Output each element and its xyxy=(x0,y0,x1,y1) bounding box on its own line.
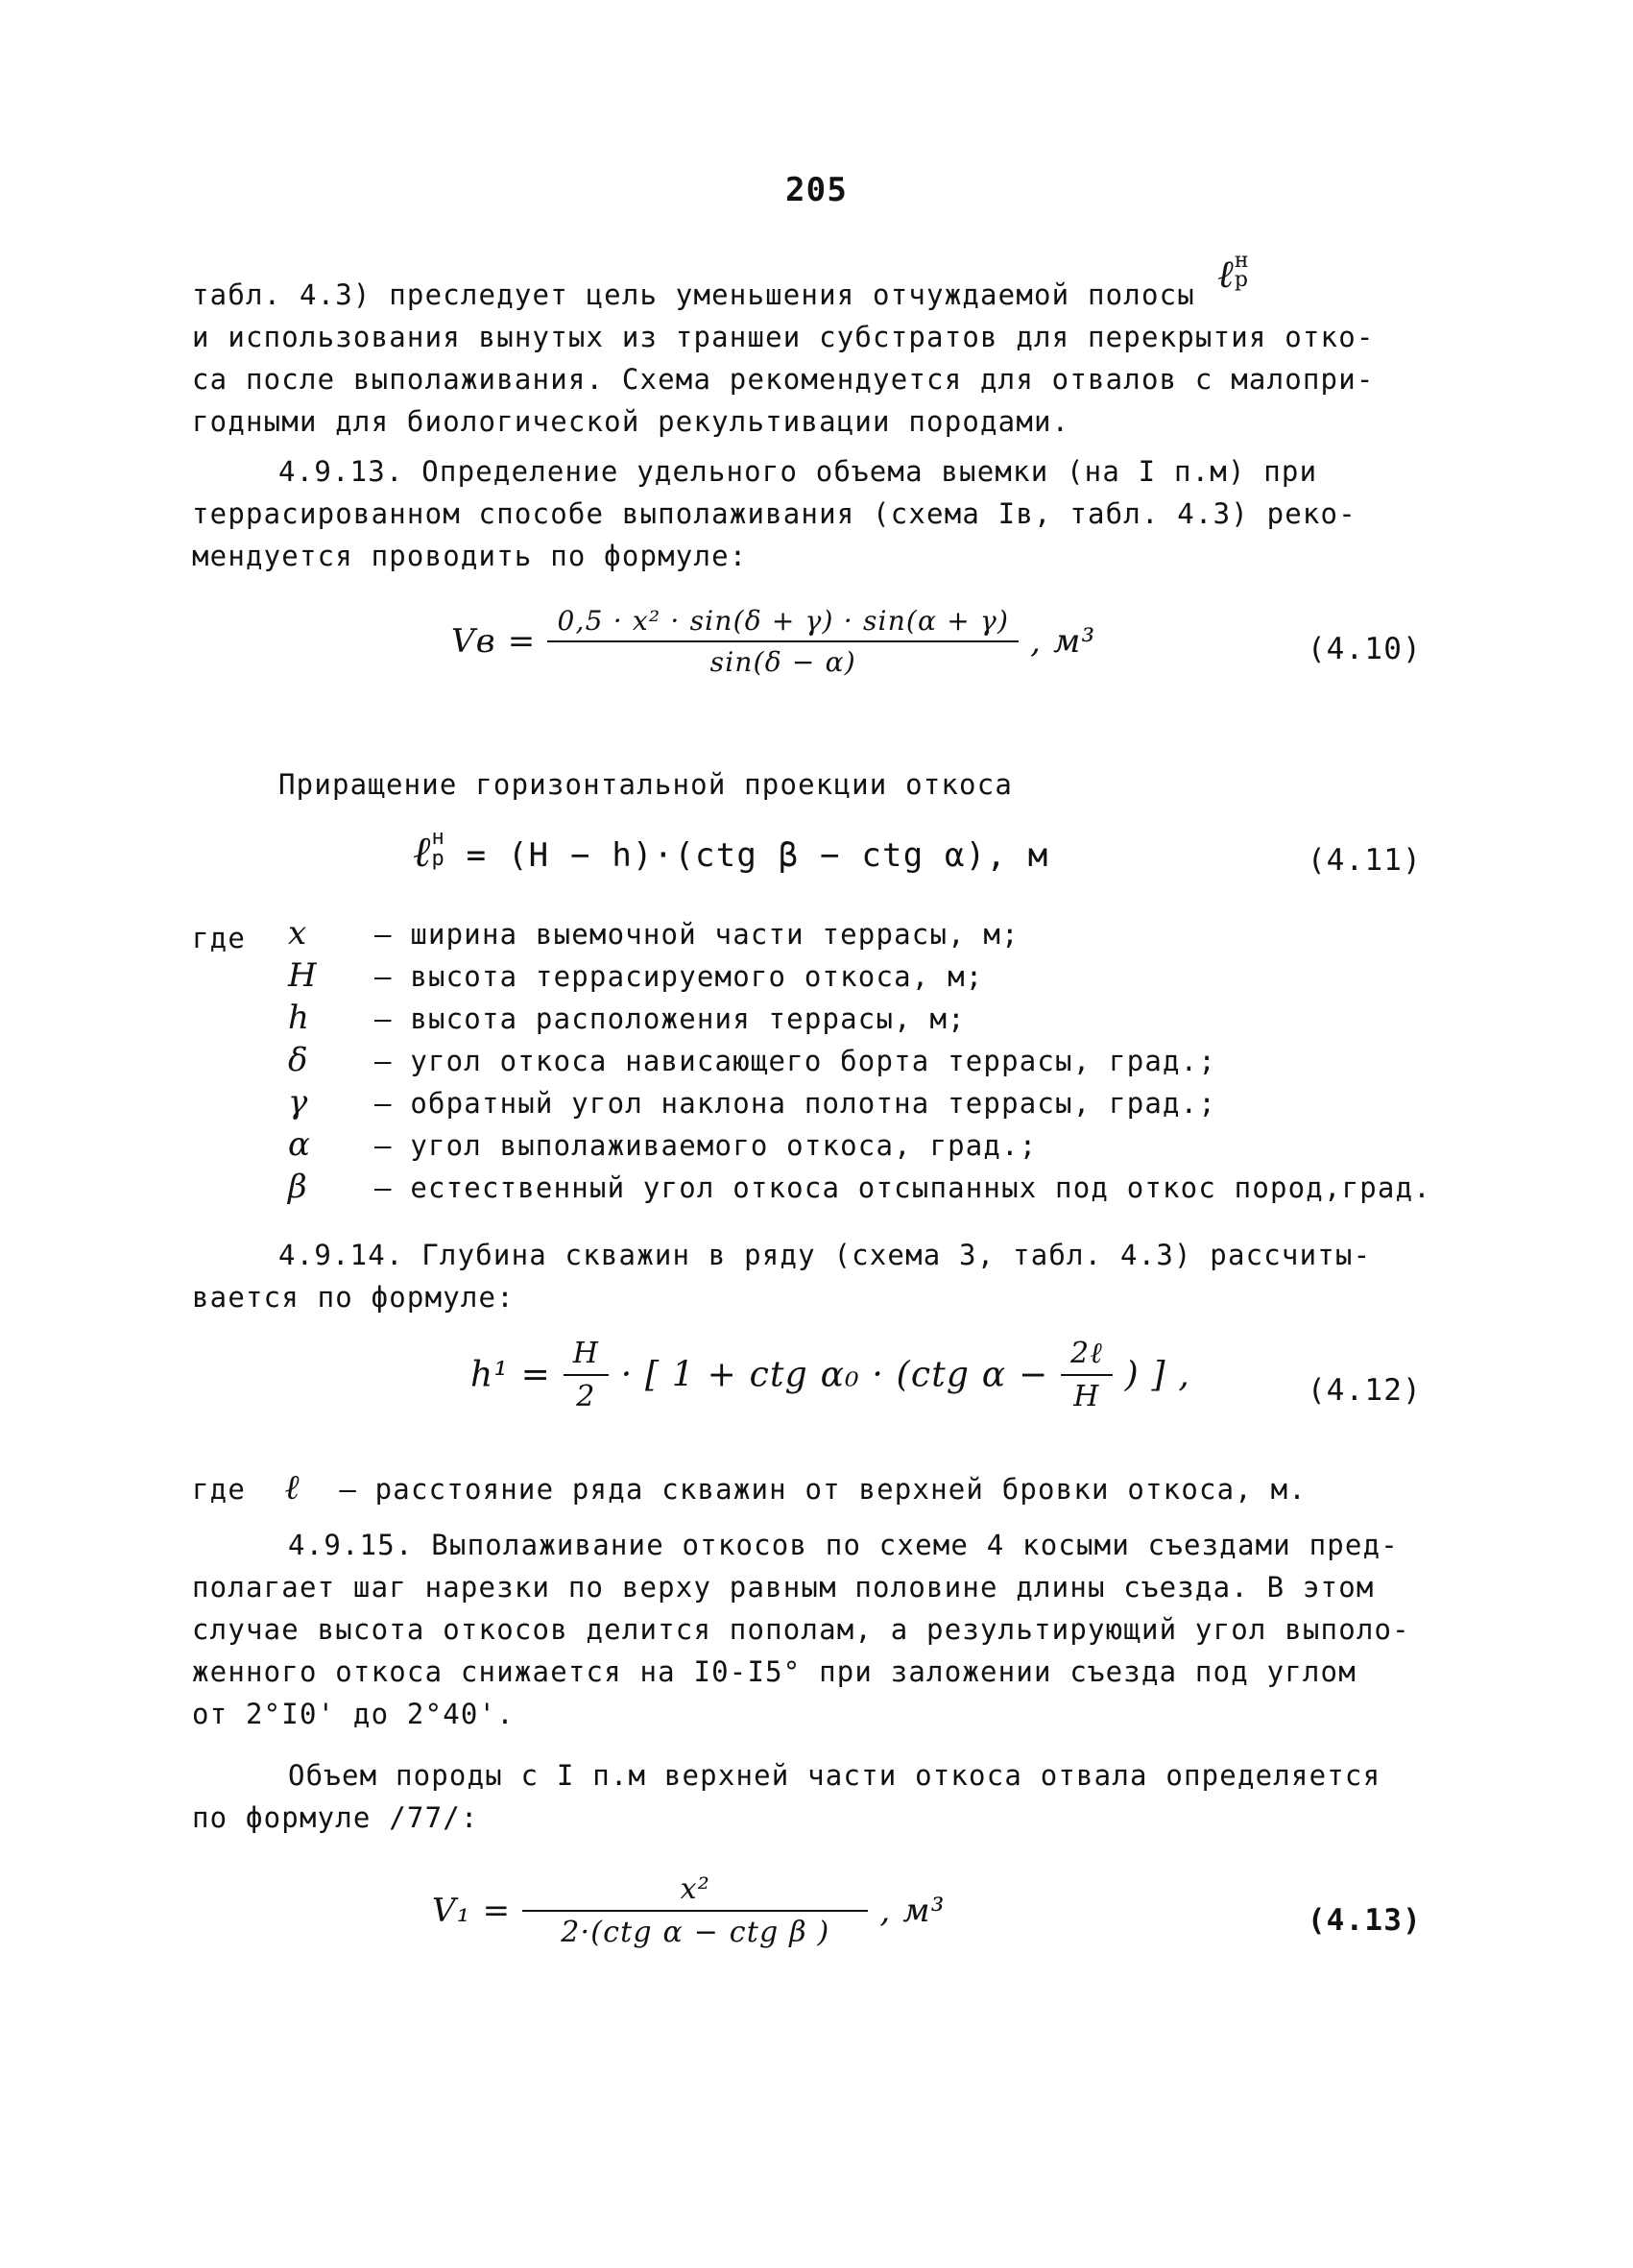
equation-4-13 xyxy=(432,1872,946,1949)
legend-text: – угол выполаживаемого откоса, град.; xyxy=(374,1129,1038,1162)
legend-symbol: δ xyxy=(288,1041,309,1079)
symbol-sup: н xyxy=(1234,249,1250,273)
legend-row xyxy=(288,914,1020,953)
eq411-sub: р xyxy=(431,847,445,871)
eq412-bracket-a: · [ 1 + ctg α₀ · (ctg α − xyxy=(620,1355,1049,1395)
where2-symbol: ℓ xyxy=(284,1468,300,1508)
text-line: от 2°I0' до 2°40'. xyxy=(192,1698,515,1730)
legend-row xyxy=(288,1125,1037,1164)
text-line: 4.9.14. Глубина скважин в ряду (схема 3, табл. 4.3) рассчиты- xyxy=(278,1239,1372,1271)
eq412-half-num: H xyxy=(564,1337,609,1376)
text-line: 4.9.15. Выполаживание откосов по схеме 4 косыми съездами пред- xyxy=(288,1529,1399,1561)
text-line: вается по формуле: xyxy=(192,1281,515,1314)
legend-text: – угол откоса нависающего борта террасы, град.; xyxy=(374,1045,1216,1077)
text-line: террасированном способе выполаживания (схема Iв, табл. 4.3) реко- xyxy=(192,497,1357,530)
where2-text: – расстояние ряда скважин от верхней бровки откоса, м. xyxy=(339,1473,1307,1506)
eq411-sup: н xyxy=(431,826,445,850)
eq411-rest: = (H − h)·(ctg β − ctg α), м xyxy=(444,836,1049,875)
eq413-number: (4.13) xyxy=(1307,1903,1422,1938)
equation-4-11 xyxy=(413,828,1048,877)
eq412-frac xyxy=(1061,1337,1113,1413)
where2-word: где xyxy=(192,1473,246,1506)
eq411-number: (4.11) xyxy=(1307,843,1422,878)
where2-line xyxy=(192,1467,1307,1508)
eq413-fraction xyxy=(522,1872,868,1949)
eq412-frac-num: 2ℓ xyxy=(1061,1337,1113,1376)
text-line: случае высота откосов делится пополам, а результирующий угол выполо- xyxy=(192,1613,1410,1646)
legend-text: – ширина выемочной части террасы, м; xyxy=(374,918,1020,951)
eq412-half-den: 2 xyxy=(576,1380,596,1413)
eq412-bracket-b: ) ] , xyxy=(1124,1355,1191,1395)
legend-symbol: β xyxy=(288,1168,308,1206)
text-line: женного откоса снижается на I0-I5° при заложении съезда под углом xyxy=(192,1655,1357,1688)
eq412-lhs: h¹ = xyxy=(470,1355,552,1395)
symbol-l-p-n xyxy=(1217,249,1250,297)
text-line: са после выполаживания. Схема рекомендуется для отвалов с малопри- xyxy=(192,363,1375,396)
text-line: Объем породы с I п.м верхней части откоса отвала определяется xyxy=(288,1759,1381,1792)
eq410-unit: , м³ xyxy=(1030,622,1096,661)
legend-row xyxy=(288,1168,1431,1206)
eq410-numerator: 0,5 · x² · sin(δ + γ) · sin(α + γ) xyxy=(547,605,1019,642)
eq413-lhs: V₁ = xyxy=(432,1892,512,1930)
legend-symbol: H xyxy=(288,956,318,995)
symbol-sub: р xyxy=(1234,268,1250,292)
text-line: по формуле /77/: xyxy=(192,1801,479,1834)
eq411-symbol: ℓ xyxy=(413,828,432,877)
legend-symbol: h xyxy=(288,999,311,1037)
text-line: табл. 4.3) преследует цель уменьшения отчуждаемой полосы xyxy=(192,278,1195,311)
legend-symbol: γ xyxy=(288,1083,309,1122)
legend-symbol: α xyxy=(288,1125,312,1164)
symbol-l: ℓ xyxy=(1217,253,1235,297)
text-line: 4.9.13. Определение удельного объема выемки (на I п.м) при xyxy=(278,455,1318,488)
equation-4-12 xyxy=(470,1337,1190,1413)
eq410-denominator: sin(δ − α) xyxy=(709,646,856,678)
legend-row xyxy=(288,956,983,995)
eq413-unit: , м³ xyxy=(879,1892,946,1930)
where-label: где xyxy=(192,922,246,954)
legend-text: – обратный угол наклона полотна террасы, град.; xyxy=(374,1087,1216,1120)
eq412-frac-den: H xyxy=(1073,1380,1100,1413)
eq412-number: (4.12) xyxy=(1307,1373,1422,1408)
legend-text: – высота расположения террасы, м; xyxy=(374,1002,966,1035)
legend-row xyxy=(288,1083,1216,1122)
eq412-half xyxy=(564,1337,609,1413)
eq410-number: (4.10) xyxy=(1307,632,1422,666)
equation-4-10 xyxy=(451,605,1095,678)
text-line: Приращение горизонтальной проекции откоса xyxy=(278,768,1014,801)
legend-text: – высота террасируемого откоса, м; xyxy=(374,960,984,993)
eq410-fraction xyxy=(547,605,1019,678)
legend-row xyxy=(288,999,966,1037)
text-line: мендуется проводить по формуле: xyxy=(192,540,748,572)
legend-symbol: x xyxy=(288,914,308,953)
eq413-denominator: 2·(ctg α − ctg β ) xyxy=(561,1916,830,1949)
legend-text: – естественный угол откоса отсыпанных под откос пород,град. xyxy=(374,1171,1431,1204)
text-line: полагает шаг нарезки по верху равным половине длины съезда. В этом xyxy=(192,1571,1375,1604)
text-line: годными для биологической рекультивации породами. xyxy=(192,405,1070,438)
eq413-numerator: x² xyxy=(522,1872,868,1912)
eq410-lhs: Vв = xyxy=(451,622,537,661)
text-line: и использования вынутых из траншеи субстратов для перекрытия отко- xyxy=(192,321,1375,353)
legend-row xyxy=(288,1041,1216,1079)
page-number: 205 xyxy=(784,171,848,209)
